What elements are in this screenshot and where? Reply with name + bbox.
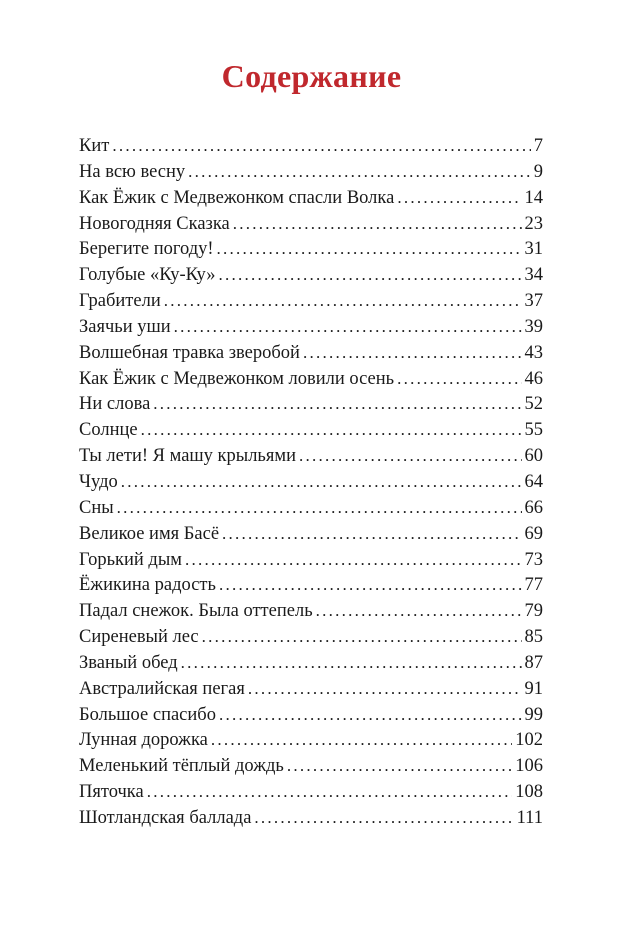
toc-entry-title: Солнце	[79, 420, 138, 441]
toc-entry	[79, 624, 543, 650]
toc-entry	[79, 262, 543, 288]
dot-leader	[117, 495, 522, 521]
dot-leader	[188, 159, 531, 185]
toc-entry	[79, 314, 543, 340]
dot-leader	[397, 185, 521, 211]
table-of-contents	[79, 133, 543, 831]
dot-leader	[112, 133, 530, 159]
toc-entry-page-number: 64	[524, 471, 543, 492]
toc-entry-page-number: 60	[524, 446, 543, 467]
dot-leader	[202, 624, 522, 650]
toc-entry	[79, 469, 543, 495]
toc-entry-title: Лунная дорожка	[79, 730, 208, 751]
toc-entry	[79, 133, 543, 159]
toc-entry	[79, 650, 543, 676]
toc-entry	[79, 676, 543, 702]
toc-entry-title: Сны	[79, 497, 114, 518]
toc-entry	[79, 521, 543, 547]
toc-entry	[79, 391, 543, 417]
toc-entry-page-number: 79	[524, 601, 543, 622]
toc-entry-page-number: 37	[524, 291, 543, 312]
dot-leader	[248, 676, 522, 702]
toc-entry-page-number: 73	[524, 549, 543, 570]
toc-entry-page-number: 99	[524, 704, 543, 725]
toc-entry-page-number: 91	[524, 678, 543, 699]
toc-entry	[79, 366, 543, 392]
toc-entry-page-number: 9	[533, 161, 543, 182]
toc-entry	[79, 702, 543, 728]
toc-entry-title: На всю весну	[79, 161, 186, 182]
toc-entry-page-number: 43	[524, 342, 543, 363]
toc-entry-page-number: 106	[515, 756, 543, 777]
toc-entry-title: Падал снежок. Была оттепель	[79, 601, 313, 622]
dot-leader	[254, 805, 513, 831]
toc-entry-page-number: 85	[524, 627, 543, 648]
toc-entry	[79, 236, 543, 262]
toc-entry-title: Ни слова	[79, 394, 151, 415]
page-title: Содержание	[221, 58, 402, 94]
toc-entry	[79, 572, 543, 598]
toc-entry	[79, 598, 543, 624]
dot-leader	[217, 236, 522, 262]
dot-leader	[185, 547, 522, 573]
toc-entry-title: Берегите погоду!	[79, 239, 214, 260]
dot-leader	[181, 650, 522, 676]
toc-entry-title: Волшебная травка зверобой	[79, 342, 300, 363]
toc-entry	[79, 159, 543, 185]
toc-entry	[79, 288, 543, 314]
toc-entry-page-number: 7	[533, 136, 543, 156]
dot-leader	[316, 598, 522, 624]
toc-entry-page-number: 108	[515, 782, 543, 803]
toc-entry	[79, 340, 543, 366]
dot-leader	[219, 702, 522, 728]
toc-entry	[79, 417, 543, 443]
toc-entry-page-number: 46	[524, 368, 543, 389]
toc-entry-title: Как Ёжик с Медвежонком ловили осень	[79, 368, 395, 389]
toc-entry-title: Пяточка	[79, 782, 144, 803]
toc-entry	[79, 547, 543, 573]
toc-entry-title: Горький дым	[79, 549, 182, 570]
toc-entry	[79, 443, 543, 469]
dot-leader	[211, 727, 512, 753]
toc-entry-page-number: 34	[524, 265, 543, 286]
dot-leader	[141, 417, 522, 443]
toc-entry-title: Новогодняя Сказка	[79, 213, 230, 234]
toc-entry-page-number: 52	[524, 394, 543, 415]
dot-leader	[299, 443, 522, 469]
toc-entry-title: Ты лети! Я машу крыльями	[79, 446, 296, 467]
dot-leader	[219, 572, 522, 598]
toc-entry-page-number: 69	[524, 523, 543, 544]
toc-entry-title: Сиреневый лес	[79, 627, 199, 648]
toc-entry	[79, 185, 543, 211]
dot-leader	[222, 521, 521, 547]
toc-entry-page-number: 111	[516, 807, 543, 828]
toc-entry-title: Меленький тёплый дождь	[79, 756, 284, 777]
toc-entry-title: Великое имя Басё	[79, 523, 220, 544]
dot-leader	[219, 262, 522, 288]
toc-entry	[79, 211, 543, 237]
dot-leader	[287, 753, 512, 779]
toc-entry-page-number: 66	[524, 497, 543, 518]
toc-entry-page-number: 23	[524, 213, 543, 234]
toc-entry-page-number: 55	[524, 420, 543, 441]
toc-entry	[79, 805, 543, 831]
dot-leader	[233, 211, 522, 237]
dot-leader	[121, 469, 522, 495]
toc-entry	[79, 727, 543, 753]
toc-entry	[79, 753, 543, 779]
toc-entry	[79, 779, 543, 805]
toc-entry-title: Чудо	[79, 471, 118, 492]
dot-leader	[303, 340, 522, 366]
toc-entry-title: Заячьи уши	[79, 316, 171, 337]
dot-leader	[397, 366, 521, 392]
toc-entry-page-number: 102	[515, 730, 543, 751]
dot-leader	[164, 288, 522, 314]
toc-entry-title: Шотландская баллада	[79, 807, 252, 828]
toc-entry-title: Ёжикина радость	[79, 575, 216, 596]
dot-leader	[153, 391, 521, 417]
toc-entry-title: Как Ёжик с Медвежонком спасли Волка	[79, 187, 395, 208]
toc-entry-page-number: 39	[524, 316, 543, 337]
toc-entry-title: Званый обед	[79, 652, 178, 673]
toc-entry-page-number: 77	[524, 575, 543, 596]
dot-leader	[147, 779, 513, 805]
toc-entry-title: Голубые «Ку-Ку»	[79, 265, 216, 286]
toc-entry-page-number: 14	[524, 187, 543, 208]
toc-entry-title: Австралийская пегая	[79, 678, 245, 699]
toc-entry-page-number: 87	[524, 652, 543, 673]
dot-leader	[174, 314, 522, 340]
toc-entry-page-number: 31	[524, 239, 543, 260]
toc-entry-title: Большое спасибо	[79, 704, 216, 725]
toc-entry-title: Кит	[79, 136, 110, 156]
toc-entry-title: Грабители	[79, 291, 161, 312]
toc-entry	[79, 495, 543, 521]
